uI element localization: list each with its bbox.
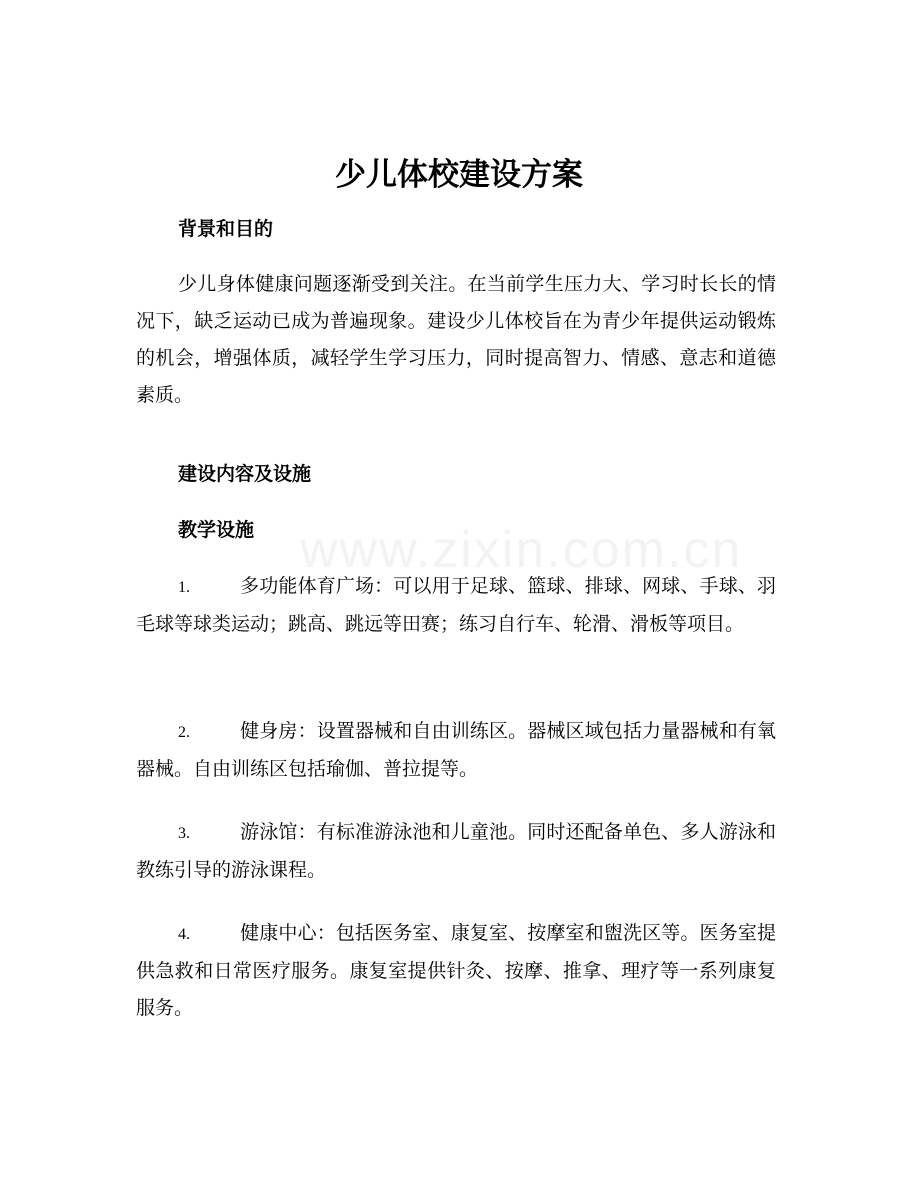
section-heading-background: 背景和目的: [178, 218, 274, 240]
list-item-text: 多功能体育广场：可以用于足球、篮球、排球、网球、手球、羽毛球等球类运动；跳高、跳远等田赛；练习自行车、轮滑、滑板等项目。: [136, 575, 776, 635]
list-item-number: 3.: [178, 825, 190, 842]
list-item: [136, 814, 776, 889]
list-item-text: 游泳馆：有标准游泳池和儿童池。同时还配备单色、多人游泳和教练引导的游泳课程。: [136, 821, 776, 881]
list-item-number: 4.: [178, 926, 190, 943]
list-item: [136, 568, 776, 643]
list-item-text: 健身房：设置器械和自由训练区。器械区域包括力量器械和有氧器械。自由训练区包括瑜伽、普拉提等。: [136, 720, 776, 780]
list-item-number: 2.: [178, 724, 190, 741]
section-heading-content: 建设内容及设施: [178, 463, 312, 485]
document-title: 少儿体校建设方案: [335, 157, 583, 193]
list-item: [136, 915, 776, 1027]
background-paragraph: 少儿身体健康问题逐渐受到关注。在当前学生压力大、学习时长长的情况下，缺乏运动已成为普遍现象。建设少儿体校旨在为青少年提供运动锻炼的机会，增强体质，减轻学生学习压力，同时提高智力、情感、意志和道德素质。: [136, 273, 776, 406]
list-item: [136, 713, 776, 788]
list-item-text: 健康中心：包括医务室、康复室、按摩室和盥洗区等。医务室提供急救和日常医疗服务。康复室提供针灸、按摩、推拿、理疗等一系列康复服务。: [136, 922, 776, 1019]
document-page: [136, 0, 776, 1191]
watermark: www.zixin.com.cn: [300, 521, 743, 579]
list-item-number: 1.: [178, 579, 190, 596]
section-heading-teaching: 教学设施: [178, 519, 255, 541]
